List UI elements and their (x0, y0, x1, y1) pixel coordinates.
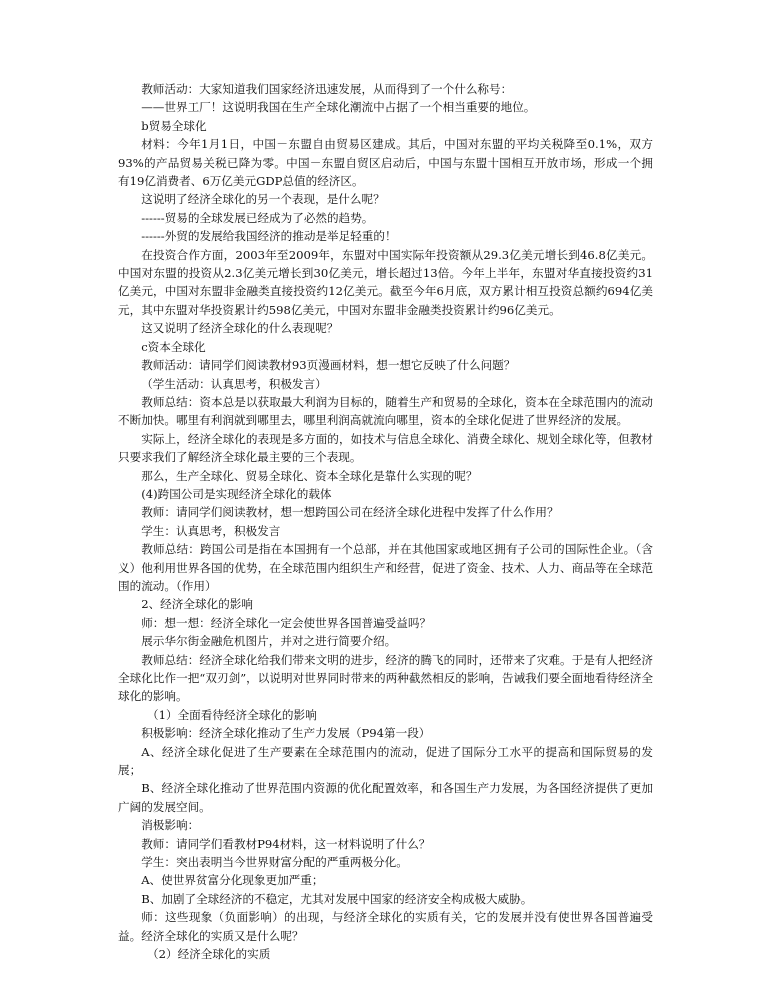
paragraph-other-manifestations: 实际上，经济全球化的表现是多方面的，如技术与信息全球化、消费全球化、规划全球化等，但教材只要求我们了解经济全球化最主要的三个表现。 (118, 431, 653, 465)
paragraph-positive-impact: 积极影响：经济全球化推动了生产力发展（P94第一段） (141, 726, 431, 741)
paragraph-teacher-p94: 教师：请同学们看教材P94材料，这一材料说明了什么？ (141, 836, 431, 851)
paragraph-question-other-manifestation: 这说明了经济全球化的另一个表现，是什么呢？ (141, 192, 385, 207)
paragraph-wall-street-crisis: 展示华尔街金融危机图片，并对之进行简要介绍。 (141, 634, 397, 649)
paragraph-positive-a: A、经济全球化促进了生产要素在全球范围内的流动，促进了国际分工水平的提高和国际贸易的发展； (118, 744, 653, 778)
paragraph-world-factory: ——世界工厂！这说明我国在生产全球化潮流中占据了一个相当重要的地位。 (141, 100, 536, 115)
paragraph-student-think: 学生：认真思考，积极发言 (141, 523, 281, 538)
paragraph-teacher-multinational: 教师：请同学们阅读教材，想一想跨国公司在经济全球化进程中发挥了什么作用？ (141, 505, 559, 520)
paragraph-teacher-summary-double-edged: 教师总结：经济全球化给我们带来文明的进步，经济的腾飞的同时，还带来了灾难。于是有人把经济全球化比作一把“双刃剑”，以说明对世界同时带来的两种截然相反的影响，告诫我们要全面地看待经济全球化的影响。 (118, 652, 653, 704)
paragraph-teacher-question-benefit: 师：想一想：经济全球化一定会使世界各国普遍受益吗？ (141, 615, 432, 630)
paragraph-student-activity: （学生活动：认真思考，积极发言） (141, 376, 327, 391)
paragraph-negative-a: A、使世界贫富分化现象更加严重； (141, 873, 324, 888)
paragraph-teacher-summary-multinational: 教师总结：跨国公司是指在本国拥有一个总部，并在其他国家或地区拥有子公司的国际性企业。（含义）他利用世界各国的优势，在全球范围内组织生产和经营，促进了资金、技术、人力、商品等在全球范围的流动。（作用） (118, 542, 653, 593)
heading-multinational-carrier: (4)跨国公司是实现经济全球化的载体 (141, 486, 332, 501)
paragraph-investment-cooperation: 在投资合作方面，2003年至2009年，东盟对中国实际年投资额从29.3亿美元增长到46.8亿美元。中国对东盟的投资从2.3亿美元增长到30亿美元，增长超过13倍。今年上半年，东盟对华直接投资约31亿美元，中国对东盟非金融类直接投资约12亿美元。截至今年6月底，双方累计相互投资总额约694亿美元，其中东盟对华投资累计约598亿美元，中国对东盟非金融类投资累计约96亿美元。 (118, 247, 653, 317)
paragraph-positive-b: B、经济全球化推动了世界范围内资源的优化配置效率，和各国生产力发展，为各国经济提供了更加广阔的发展空间。 (118, 781, 653, 814)
heading-capital-globalization: c资本全球化 (141, 339, 206, 354)
paragraph-foreign-trade-impact: ------外贸的发展给我国经济的推动是举足轻重的！ (141, 229, 397, 244)
paragraph-teacher-essence-question: 师：这些现象（负面影响）的出现，与经济全球化的实质有关，它的发展并没有使世界各国普遍受益。经济全球化的实质又是什么呢？ (118, 910, 653, 943)
paragraph-negative-impact: 消极影响： (141, 818, 200, 833)
paragraph-trade-trend: ------贸易的全球发展已经成为了必然的趋势。 (141, 210, 374, 225)
heading-view-impact: （1）全面看待经济全球化的影响 (147, 707, 317, 722)
paragraph-negative-b: B、加剧了全球经济的不稳定，尤其对发展中国家的经济安全构成极大威胁。 (141, 891, 533, 906)
paragraph-teacher-activity-title: 教师活动：大家知道我们国家经济迅速发展，从而得到了一个什么称号： (141, 82, 513, 96)
paragraph-teacher-cartoon: 教师活动：请同学们阅读教材93页漫画材料，想一想它反映了什么问题？ (141, 358, 516, 373)
heading-globalization-impact: 2、经济全球化的影响 (141, 597, 253, 612)
paragraph-student-polarization: 学生：突出表明当今世界财富分配的严重两极分化。 (141, 855, 408, 870)
paragraph-asean-fta-material: 材料：今年1月1日，中国－东盟自由贸易区建成。其后，中国对东盟的平均关税降至0.1%，双方93%的产品贸易关税已降为零。中国－东盟自贸区启动后，中国与东盟十国相互开放市场，形成一个拥有19亿消费者、6万亿美元GDP总值的经济区。 (118, 137, 653, 189)
heading-trade-globalization: b贸易全球化 (141, 118, 207, 133)
paragraph-question-manifestation: 这又说明了经济全球化的什么表现呢？ (141, 321, 339, 336)
heading-globalization-essence: （2）经济全球化的实质 (147, 947, 271, 962)
paragraph-question-how-realized: 那么，生产全球化、贸易全球化、资本全球化是靠什么实现的呢？ (141, 468, 478, 483)
paragraph-teacher-summary-capital: 教师总结：资本总是以获取最大利润为目标的，随着生产和贸易的全球化，资本在全球范围内的流动不断加快。哪里有利润就到哪里去，哪里利润高就流向哪里，资本的全球化促进了世界经济的发展。 (118, 394, 653, 428)
document-page (118, 80, 653, 964)
